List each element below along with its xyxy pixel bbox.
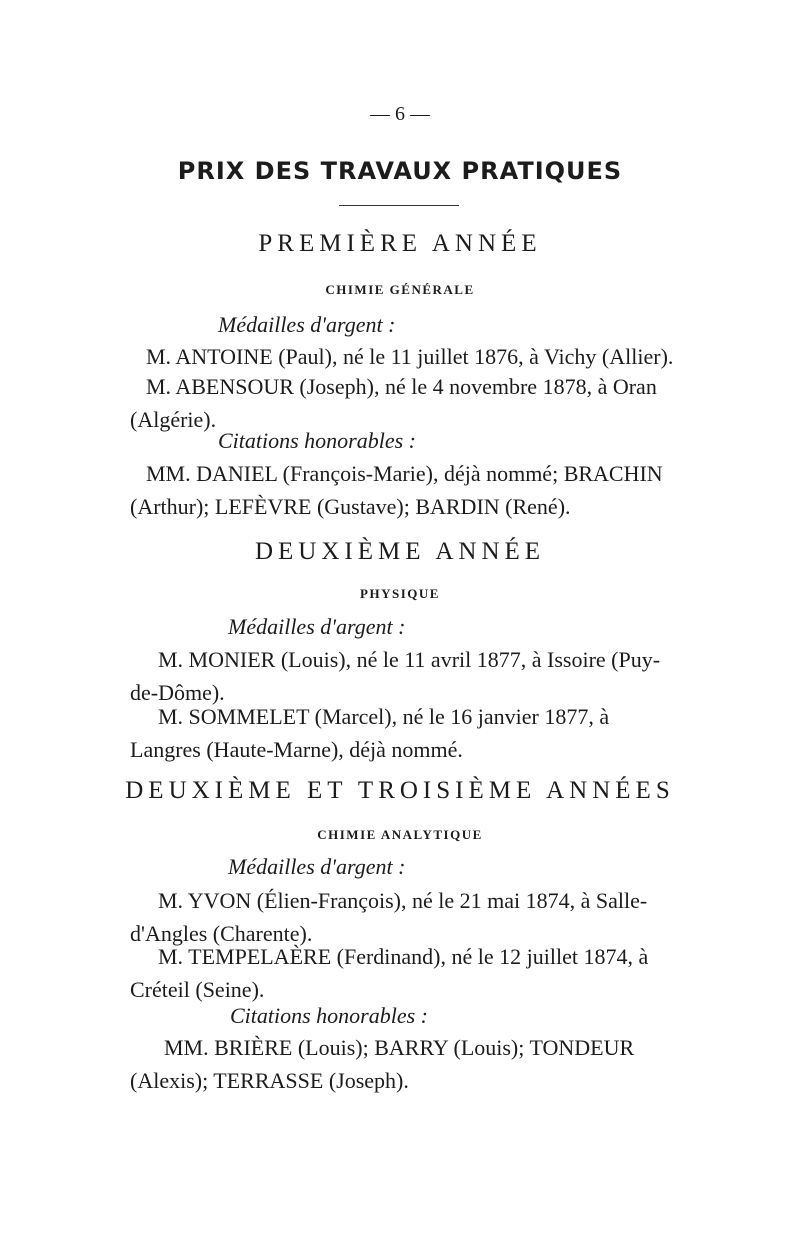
citations-label: Citations honorables : <box>230 1003 429 1028</box>
medals-label: Médailles d'argent : <box>228 614 406 639</box>
medal-entry: M. YVON (Élien-François), né le 21 mai 1874, à Salle-d'Angles (Charente). <box>130 888 648 946</box>
medal-entry-text: M. ANTOINE (Paul), né le 11 juillet 1876, à Vichy (Allier). <box>146 344 674 369</box>
medal-entry: M. TEMPELAÈRE (Ferdinand), né le 12 juillet 1874, à Créteil (Seine). <box>130 944 649 1002</box>
medals-label: Médailles d'argent : <box>218 312 396 337</box>
page-number: — 6 — <box>370 103 430 125</box>
subject-physique: PHYSIQUE <box>360 586 440 601</box>
page-title: PRIX DES TRAVAUX PRATIQUES <box>177 157 623 185</box>
section-heading-deuxieme-annee: DEUXIÈME ANNÉE <box>254 538 546 565</box>
subject-chimie-analytique: CHIMIE ANALYTIQUE <box>317 827 483 842</box>
medal-entry <box>146 340 674 373</box>
citations-label: Citations honorables : <box>218 428 417 453</box>
section-heading-deuxieme-et-troisieme-annees: DEUXIÈME ET TROISIÈME ANNÉES <box>125 777 675 804</box>
medals-label: Médailles d'argent : <box>228 854 406 879</box>
subject-chimie-generale: CHIMIE GÉNÉRALE <box>325 282 475 297</box>
title-divider <box>339 205 459 206</box>
citations-text: MM. BRIÈRE (Louis); BARRY (Louis); TONDEUR (Alexis); TERRASSE (Joseph). <box>130 1035 635 1093</box>
medal-entry: M. ABENSOUR (Joseph), né le 4 novembre 1878, à Oran (Algérie). <box>130 374 657 432</box>
section-heading-premiere-annee: PREMIÈRE ANNÉE <box>258 230 542 257</box>
medal-entry: M. SOMMELET (Marcel), né le 16 janvier 1877, à Langres (Haute-Marne), déjà nommé. <box>130 704 610 762</box>
medal-entry: M. MONIER (Louis), né le 11 avril 1877, à Issoire (Puy-de-Dôme). <box>130 647 661 705</box>
citations-text: MM. DANIEL (François-Marie), déjà nommé; BRACHIN (Arthur); LEFÈVRE (Gustave); BARDIN (René). <box>130 461 663 519</box>
